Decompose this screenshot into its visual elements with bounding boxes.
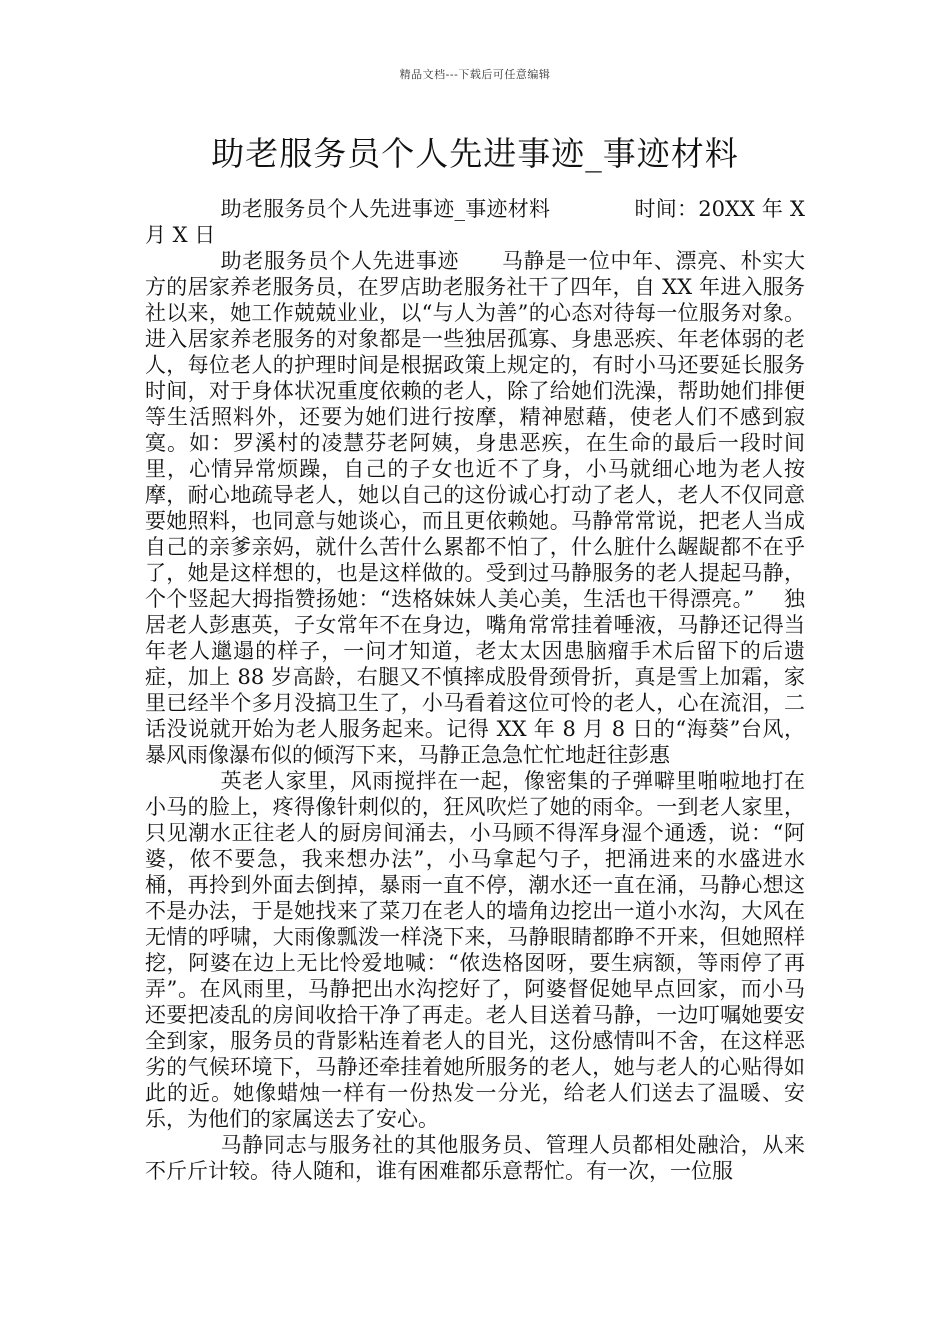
header-note: 精品文档---下载后可任意编辑 (399, 68, 551, 81)
document-title: 助老服务员个人先进事迹_事迹材料 (211, 134, 739, 173)
inline-heading: 助老服务员个人先进事迹 (220, 249, 460, 273)
date-line: 时间：20XX 年 X 月 X 日 (145, 197, 805, 247)
paragraph-2: 英老人家里，风雨搅拌在一起，像密集的子弹噼里啪啦地打在小马的脸上，疼得像针刺似的，狂风吹烂了她的雨伞。一到老人家里，只见潮水正往老人的厨房间涌去，小马顾不得浑身湿个通透，说：“阿婆，侬不要急，我来想办法”，小马拿起勺子，把涌进来的水盛进水桶，再拎到外面去倒掉，暴雨一直不停，潮水还一直在涌，马静心想这不是办法，于是她找来了菜刀在老人的墙角边挖出一道小水沟，大风在无情的呼啸，大雨像瓢泼一样浇下来，马静眼睛都睁不开来，但她照样挖，阿婆在边上无比怜爱地喊：“侬迭格囡呀，要生病额，等雨停了再弄”。在风雨里，马静把出水沟挖好了，阿婆督促她早点回家，而小马还要把凌乱的房间收拾干净了再走。老人目送着马静，一边叮嘱她要安全到家，服务员的背影粘连着老人的目光，这份感情叫不舍，在这样恶劣的气候环境下，马静还牵挂着她所服务的老人，她与老人的心贴得如此的近。她像蜡烛一样有一份热发一分光，给老人们送去了温暖、安乐，为他们的家属送去了安心。 (145, 769, 805, 1131)
document-subtitle: 助老服务员个人先进事迹_事迹材料 (220, 197, 551, 221)
subtitle-paragraph (145, 196, 805, 248)
paragraph-1 (145, 248, 805, 768)
document-body (145, 196, 805, 1184)
paragraph-1-part-b: 独居老人彭惠英，子女常年不在身边，嘴角常常挂着唾液，马静还记得当年老人邋遢的样子，一问才知道，老太太因患脑瘤手术后留下的后遗症，加上 88 岁高龄，右腿又不慎摔成股骨颈骨折，真是雪上加霜，家里已经半个多月没搞卫生了，小马看着这位可怜的老人，心在流泪，二话没说就开始为老人服务起来。记得 XX 年 8 月 8 日的“海葵”台风，暴风雨像瀑布似的倾泻下来，马静正急急忙忙地赶往彭惠 (145, 587, 805, 767)
paragraph-1-part-a: 马静是一位中年、漂亮、朴实大方的居家养老服务员，在罗店助老服务社干了四年，自 XX 年进入服务社以来，她工作兢兢业业，以“与人为善”的心态对待每一位服务对象。进入居家养老服务的对象都是一些独居孤寡、身患恶疾、年老体弱的老人，每位老人的护理时间是根据政策上规定的，有时小马还要延长服务时间，对于身体状况重度依赖的老人，除了给她们洗澡，帮助她们排便等生活照料外，还要为她们进行按摩，精神慰藉，使老人们不感到寂寞。如：罗溪村的凌慧芬老阿姨，身患恶疾，在生命的最后一段时间里，心情异常烦躁，自己的子女也近不了身，小马就细心地为老人按摩，耐心地疏导老人，她以自己的这份诚心打动了老人，老人不仅同意要她照料，也同意与她谈心，而且更依赖她。马静常常说，把老人当成自己的亲爹亲妈，就什么苦什么累都不怕了，什么脏什么龌龊都不在乎了，她是这样想的，也是这样做的。受到过马静服务的老人提起马静，个个竖起大拇指赞扬她：“迭格妹妹人美心美，生活也干得漂亮。” (145, 249, 806, 611)
paragraph-3: 马静同志与服务社的其他服务员、管理人员都相处融洽，从来不斤斤计较。待人随和，谁有困难都乐意帮忙。有一次，一位服 (145, 1133, 805, 1183)
